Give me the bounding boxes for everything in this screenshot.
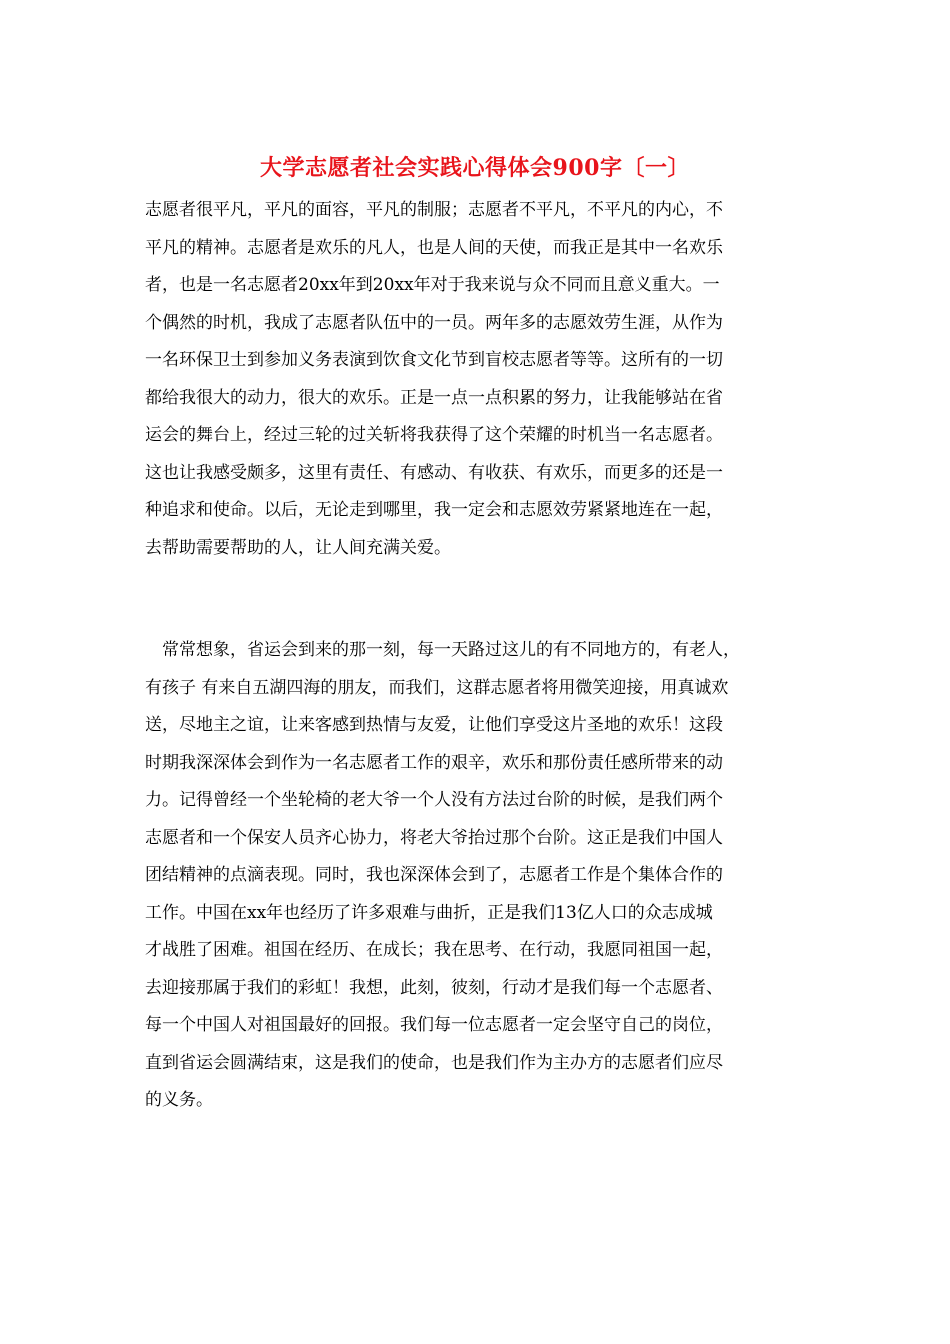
paragraph-1-line: 这也让我感受颇多，这里有责任、有感动、有收获、有欢乐，而更多的还是一 <box>145 463 723 483</box>
paragraph-2-line: 直到省运会圆满结束，这是我们的使命，也是我们作为主办方的志愿者们应尽 <box>145 1053 723 1073</box>
paragraph-2-line: 力。记得曾经一个坐轮椅的老大爷一个人没有方法过台阶的时候，是我们两个 <box>145 790 723 810</box>
paragraph-2-line: 时期我深深体会到作为一名志愿者工作的艰辛，欢乐和那份责任感所带来的动 <box>145 753 723 773</box>
paragraph-1-line: 个偶然的时机，我成了志愿者队伍中的一员。两年多的志愿效劳生涯，从作为 <box>145 313 723 333</box>
paragraph-2-line: 才战胜了困难。祖国在经历、在成长；我在思考、在行动，我愿同祖国一起， <box>145 940 723 960</box>
paragraph-2-line: 有孩子 有来自五湖四海的朋友，而我们，这群志愿者将用微笑迎接，用真诚欢 <box>145 678 729 698</box>
paragraph-2-line: 每一个中国人对祖国最好的回报。我们每一位志愿者一定会坚守自己的岗位， <box>145 1015 723 1035</box>
paragraph-1-line: 种追求和使命。以后，无论走到哪里，我一定会和志愿效劳紧紧地连在一起， <box>145 500 723 520</box>
paragraph-2-line: 的义务。 <box>145 1090 213 1110</box>
paragraph-1-line: 者，也是一名志愿者20xx年到20xx年对于我来说与众不同而且意义重大。一 <box>145 275 720 295</box>
paragraph-2-line: 工作。中国在xx年也经历了许多艰难与曲折，正是我们13亿人口的众志成城 <box>145 903 713 923</box>
paragraph-1-line: 志愿者很平凡，平凡的面容，平凡的制服；志愿者不平凡，不平凡的内心，不 <box>145 200 723 220</box>
paragraph-1-line: 都给我很大的动力，很大的欢乐。正是一点一点积累的努力，让我能够站在省 <box>145 388 723 408</box>
paragraph-1-line: 运会的舞台上，经过三轮的过关斩将我获得了这个荣耀的时机当一名志愿者。 <box>145 425 723 445</box>
paragraph-2-line: 常常想象，省运会到来的那一刻，每一天路过这儿的有不同地方的，有老人， <box>145 640 740 660</box>
document-title: 大学志愿者社会实践心得体会900字〔一〕 <box>260 155 690 181</box>
paragraph-1-line: 去帮助需要帮助的人，让人间充满关爱。 <box>145 538 451 558</box>
paragraph-2-line: 送，尽地主之谊，让来客感到热情与友爱，让他们享受这片圣地的欢乐！这段 <box>145 715 723 735</box>
paragraph-2-line: 团结精神的点滴表现。同时，我也深深体会到了，志愿者工作是个集体合作的 <box>145 865 723 885</box>
paragraph-1-line: 一名环保卫士到参加义务表演到饮食文化节到盲校志愿者等等。这所有的一切 <box>145 350 723 370</box>
paragraph-2-line: 志愿者和一个保安人员齐心协力，将老大爷抬过那个台阶。这正是我们中国人 <box>145 828 723 848</box>
paragraph-1-line: 平凡的精神。志愿者是欢乐的凡人，也是人间的天使，而我正是其中一名欢乐 <box>145 238 723 258</box>
paragraph-2-line: 去迎接那属于我们的彩虹！我想，此刻，彼刻，行动才是我们每一个志愿者、 <box>145 978 723 998</box>
